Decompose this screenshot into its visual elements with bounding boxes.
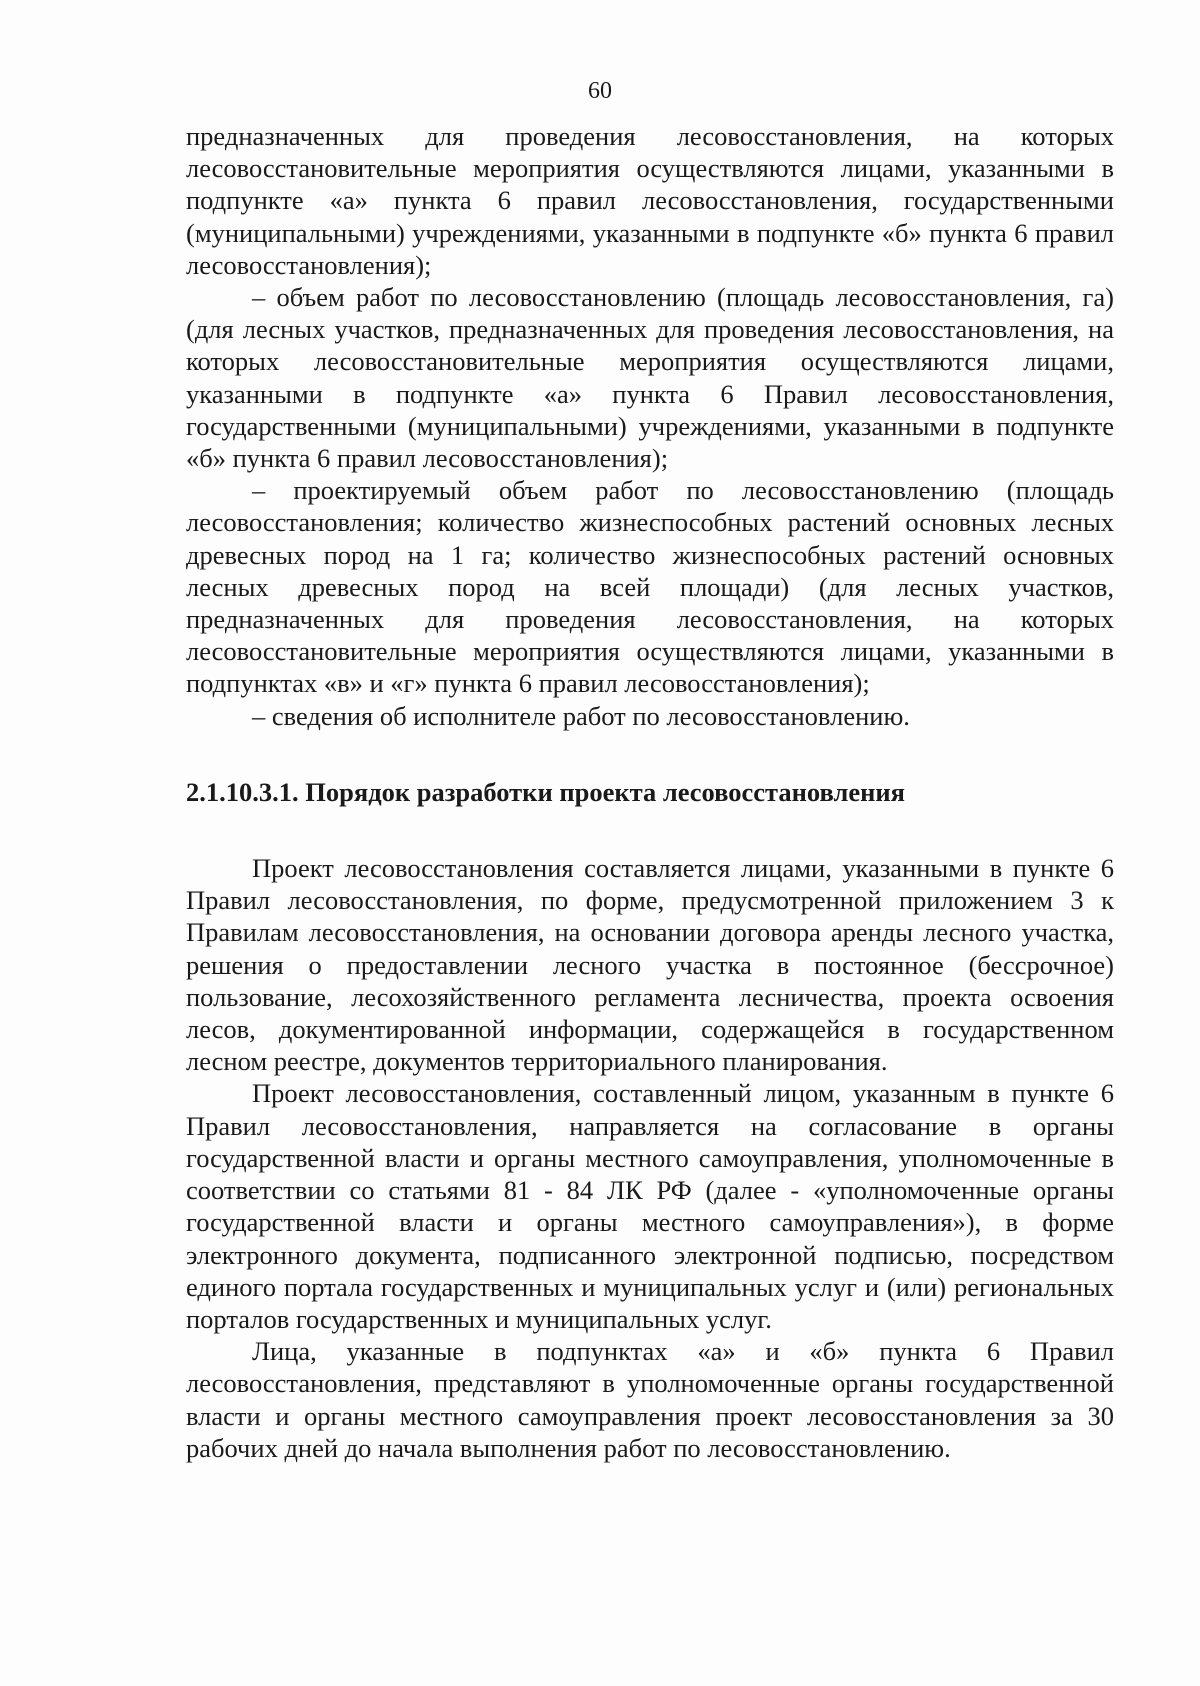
page-number: 60 <box>588 78 612 104</box>
list-item-contractor-info: – сведения об исполнителе работ по лесовосстановлению. <box>252 700 910 731</box>
section-paragraph: Проект лесовосстановления составляется лицами, указанными в пункте 6 Правил лесовосстановления, по форме, предусмотренной приложением 3 к Правилам лесовосстановления, на основании договора аренды лесного участка, решения о предоставлении лесного участка в постоянное (бессрочное) пользование, лесохозяйственного регламента лесничества, проекта освоения лесов, документированной информации, содержащейся в государственном лесном реестре, документов территориального планирования. <box>186 853 1114 1077</box>
section-paragraph: Лица, указанные в подпунктах «а» и «б» пункта 6 Правил лесовосстановления, представляют в уполномоченные органы государственной власти и органы местного самоуправления проект лесовосстановления за 30 рабочих дней до начала выполнения работ по лесовосстановлению. <box>186 1336 1114 1463</box>
paragraph-continuation: предназначенных для проведения лесовосстановления, на которых лесовосстановительные мероприятия осуществляются лицами, указанными в подпункте «а» пункта 6 правил лесовосстановления, государственными (муниципальными) учреждениями, указанными в подпункте «б» пункта 6 правил лесовосстановления); <box>186 121 1114 280</box>
list-item-volume-of-work: – объем работ по лесовосстановлению (площадь лесовосстановления, га) (для лесных участков, предназначенных для проведения лесовосстановления, на которых лесовосстановительные мероприятия осуществляются лицами, указанными в подпункте «а» пункта 6 Правил лесовосстановления, государственными (муниципальными) учреждениями, указанными в подпункте «б» пункта 6 правил лесовосстановления); <box>186 282 1114 474</box>
document-body <box>186 120 1114 1464</box>
section-paragraph: Проект лесовосстановления, составленный лицом, указанным в пункте 6 Правил лесовосстановления, направляется на согласование в органы государственной власти и органы местного самоуправления, уполномоченные в соответствии со статьями 81 - 84 ЛК РФ (далее - «уполномоченные органы государственной власти и органы местного самоуправления»), в форме электронного документа, подписанного электронной подписью, посредством единого портала государственных и муниципальных услуг и (или) региональных порталов государственных и муниципальных услуг. <box>186 1078 1114 1334</box>
section-heading: 2.1.10.3.1. Порядок разработки проекта лесовосстановления <box>186 776 905 807</box>
list-item-projected-volume: – проектируемый объем работ по лесовосстановлению (площадь лесовосстановления; количество жизнеспособных растений основных лесных древесных пород на 1 га; количество жизнеспособных растений основных лесных древесных пород на всей площади) (для лесных участков, предназначенных для проведения лесовосстановления, на которых лесовосстановительные мероприятия осуществляются лицами, указанными в подпунктах «в» и «г» пункта 6 правил лесовосстановления); <box>186 475 1114 699</box>
